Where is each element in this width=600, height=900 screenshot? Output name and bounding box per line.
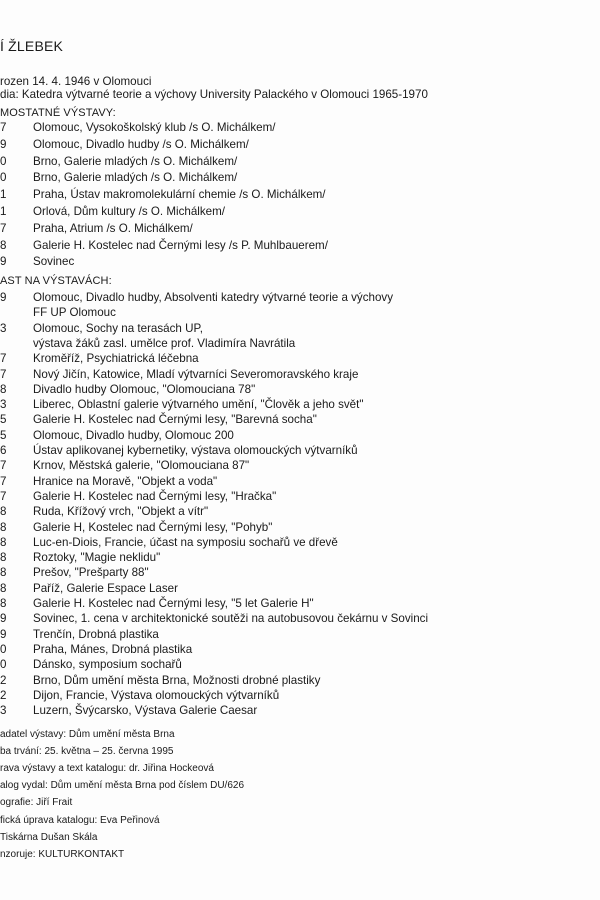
exhibition-text: Kroměříž, Psychiatrická léčebna	[33, 352, 199, 366]
exhibition-text: Galerie H. Kostelec nad Černými lesy, "Hračka"	[33, 489, 277, 503]
exhibition-year: 2	[0, 673, 7, 687]
exhibition-text: FF UP Olomouc	[33, 306, 116, 320]
exhibition-text: Praha, Mánes, Drobná plastika	[33, 642, 193, 656]
exhibition-text: Olomouc, Sochy na terasách UP,	[33, 321, 203, 335]
exhibition-year: 3	[0, 398, 7, 412]
exhibition-text: Nový Jičín, Katowice, Mladí výtvarníci Severomoravského kraje	[33, 367, 359, 381]
colophon-line: rava výstavy a text katalogu: dr. Jiřina Hockeová	[0, 763, 214, 775]
exhibition-year: 8	[0, 505, 7, 519]
exhibition-year: 8	[0, 535, 7, 549]
exhibition-year: 8	[0, 551, 7, 565]
exhibition-year: 3	[0, 321, 7, 335]
exhibition-text: výstava žáků zasl. umělce prof. Vladimíra Navrátila	[33, 336, 296, 350]
exhibition-text: Brno, Galerie mladých /s O. Michálkem/	[33, 154, 238, 168]
exhibition-text: Galerie H, Kostelec nad Černými lesy, "Pohyb"	[33, 520, 273, 534]
exhibition-year: 9	[0, 291, 7, 304]
exhibition-text: Ruda, Křížový vrch, "Objekt a vítr"	[33, 505, 209, 519]
exhibition-year: 7	[0, 352, 7, 366]
exhibition-text: Orlová, Dům kultury /s O. Michálkem/	[33, 205, 225, 218]
exhibition-text: Brno, Galerie mladých /s O. Michálkem/	[33, 171, 238, 185]
exhibition-text: Paříž, Galerie Espace Laser	[33, 581, 178, 595]
exhibition-year: 5	[0, 428, 7, 442]
exhibition-text: Brno, Dům umění města Brna, Možnosti drobné plastiky	[33, 673, 321, 687]
exhibition-text: Trenčín, Drobná plastika	[33, 627, 159, 641]
exhibition-text: Praha, Ústav makromolekulární chemie /s O. Michálkem/	[33, 188, 326, 202]
exhibition-year: 0	[0, 154, 7, 168]
bio-studies: dia: Katedra výtvarné teorie a výchovy University Palackého v Olomouci 1965-1970	[0, 88, 428, 101]
colophon-line: ografie: Jiří Frait	[0, 797, 73, 809]
exhibition-text: Sovinec	[33, 255, 75, 269]
exhibition-text: Dijon, Francie, Výstava olomouckých výtvarníků	[33, 688, 280, 702]
exhibition-text: Krnov, Městská galerie, "Olomouciana 87"	[33, 459, 250, 473]
colophon-line: fická úprava katalogu: Eva Peřinová	[0, 814, 160, 826]
exhibition-text: Galerie H. Kostelec nad Černými lesy, "5 let Galerie H"	[33, 597, 314, 610]
colophon-line: ba trvání: 25. května – 25. června 1995	[0, 746, 174, 758]
exhibition-text: Prešov, "Prešparty 88"	[33, 566, 149, 580]
exhibition-year: 7	[0, 459, 7, 473]
exhibition-year: 8	[0, 581, 7, 595]
exhibition-year: 0	[0, 642, 7, 656]
exhibition-text: Dánsko, symposium sochařů	[33, 658, 182, 672]
exhibition-year: 1	[0, 188, 7, 202]
exhibition-year: 5	[0, 413, 7, 427]
exhibition-year: 3	[0, 704, 7, 718]
exhibition-text: Luzern, Švýcarsko, Výstava Galerie Caesar	[33, 704, 258, 718]
exhibition-year: 1	[0, 205, 7, 218]
exhibition-text: Liberec, Oblastní galerie výtvarného umění, "Člověk a jeho svět"	[33, 398, 364, 412]
bio-birth: rozen 14. 4. 1946 v Olomouci	[0, 75, 152, 88]
exhibition-year: 0	[0, 171, 7, 185]
exhibition-text: Olomouc, Divadlo hudby, Olomouc 200	[33, 428, 234, 442]
exhibition-text: Ústav aplikovanej kybernetiky, výstava olomouckých výtvarníků	[33, 444, 358, 457]
colophon-line: adatel výstavy: Dům umění města Brna	[0, 729, 175, 740]
exhibition-text: Sovinec, 1. cena v architektonické soutěži na autobusovou čekárnu v Sovinci	[33, 612, 429, 626]
exhibition-year: 8	[0, 238, 7, 252]
exhibition-text: Olomouc, Divadlo hudby, Absolventi katedry výtvarné teorie a výchovy	[33, 291, 394, 304]
exhibition-year: 9	[0, 255, 7, 269]
exhibition-year: 8	[0, 597, 7, 610]
exhibition-year: 7	[0, 221, 7, 235]
exhibition-text: Galerie H. Kostelec nad Černými lesy, "Barevná socha"	[33, 413, 317, 427]
exhibition-year: 7	[0, 474, 7, 488]
solo-exhibitions-heading: MOSTATNÉ VÝSTAVY:	[0, 107, 116, 119]
exhibition-year: 8	[0, 566, 7, 580]
colophon-line: Tiskárna Dušan Skála	[0, 831, 98, 843]
exhibition-year: 7	[0, 489, 7, 503]
colophon-line: alog vydal: Dům umění města Brna pod číslem DU/626	[0, 780, 244, 792]
exhibition-text: Olomouc, Vysokoškolský klub /s O. Michálkem/	[33, 121, 276, 134]
exhibition-year: 9	[0, 627, 7, 641]
exhibition-year: 7	[0, 367, 7, 381]
exhibition-year: 8	[0, 520, 7, 534]
exhibition-text: Galerie H. Kostelec nad Černými lesy /s P. Muhlbauerem/	[33, 238, 328, 252]
exhibition-text: Praha, Atrium /s O. Michálkem/	[33, 221, 193, 235]
exhibition-year: 8	[0, 382, 7, 396]
exhibition-year: 6	[0, 444, 7, 457]
exhibition-text: Luc-en-Diois, Francie, účast na symposiu sochařů ve dřevě	[33, 535, 338, 549]
exhibition-text: Roztoky, "Magie neklidu"	[33, 551, 161, 565]
exhibition-year: 9	[0, 137, 7, 151]
group-exhibitions-heading: AST NA VÝSTAVÁCH:	[0, 275, 112, 287]
exhibition-year: 2	[0, 688, 7, 702]
artist-name-title: Í ŽLEBEK	[0, 38, 64, 54]
exhibition-text: Divadlo hudby Olomouc, "Olomouciana 78"	[33, 382, 256, 396]
exhibition-year: 0	[0, 658, 7, 672]
exhibition-year: 9	[0, 612, 7, 626]
exhibition-year: 7	[0, 121, 7, 134]
exhibition-text: Olomouc, Divadlo hudby /s O. Michálkem/	[33, 137, 249, 151]
colophon-line: nzoruje: KULTURKONTAKT	[0, 848, 125, 860]
exhibition-text: Hranice na Moravě, "Objekt a voda"	[33, 474, 218, 488]
